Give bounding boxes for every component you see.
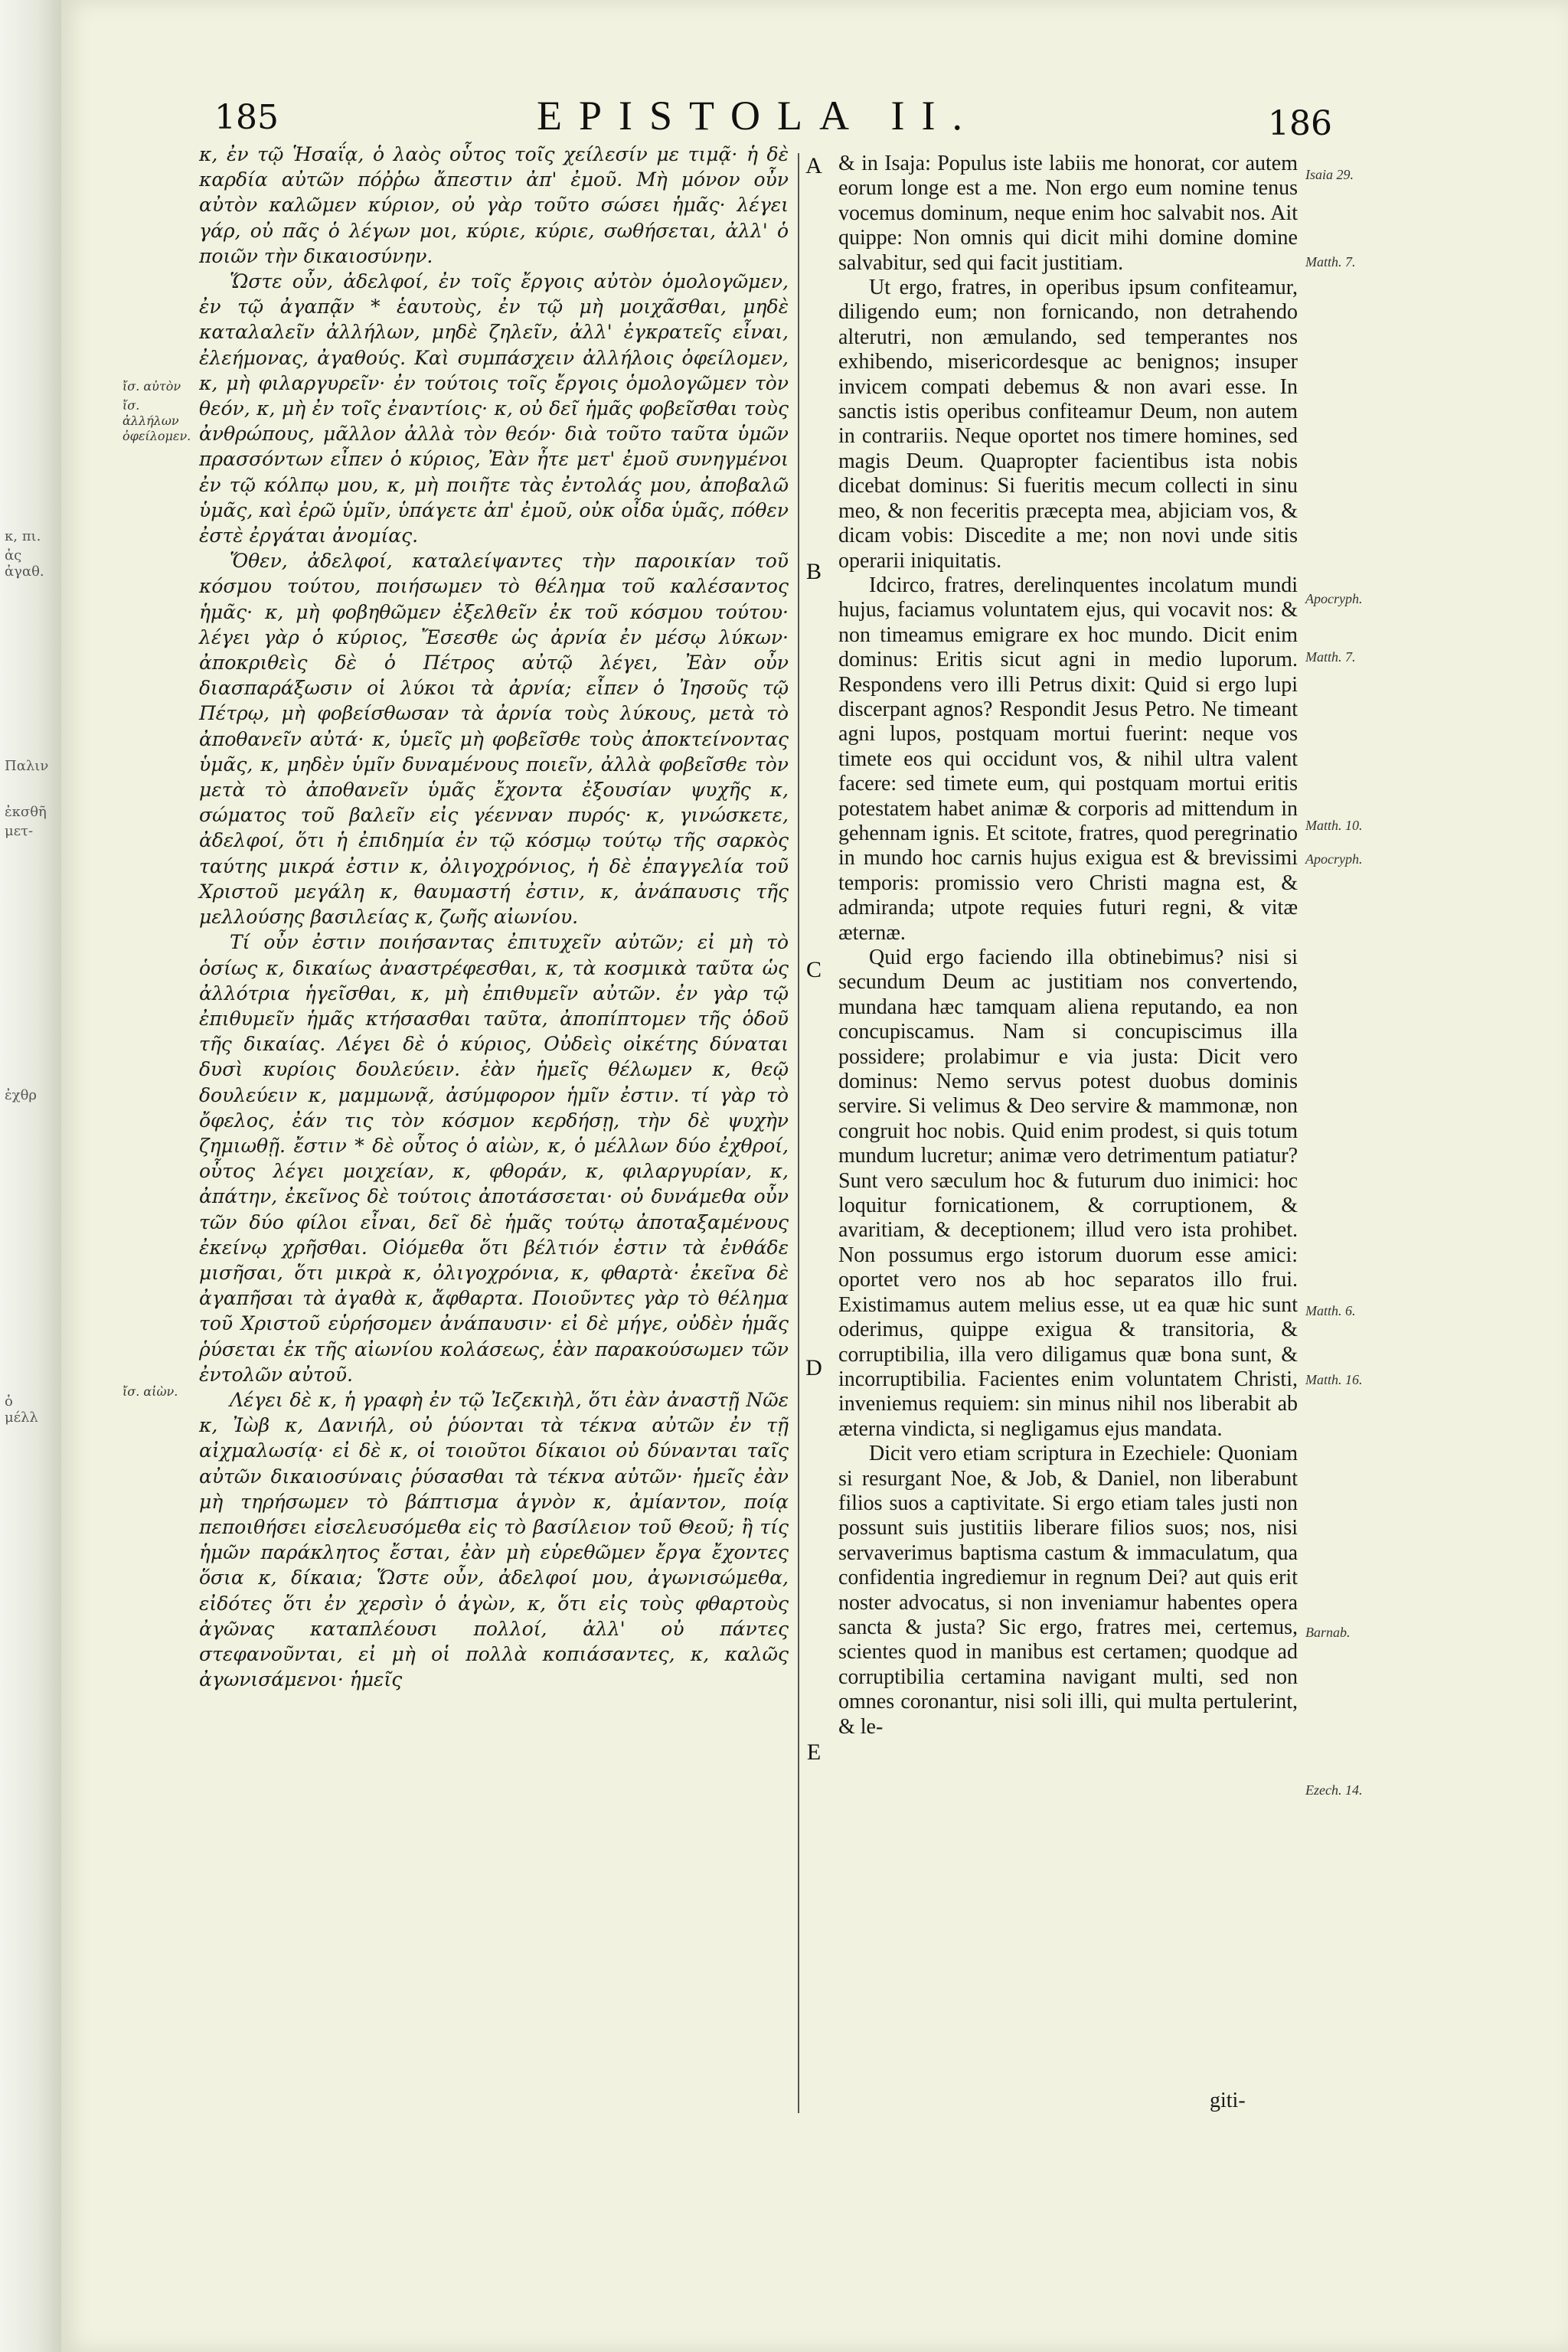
latin-paragraph: Idcirco, fratres, derelinquentes incolatum mundi hujus, faciamus voluntatem ejus, qui vocavit nos: & non timeamus emigrare ex hoc mundo. Dicit enim dominus: Eritis sicut agni in medio luporum. Respondens vero illi Petrus dixit: Quid si ergo lupi discerpant agnos? Respondit Jesus Petro. Ne timeant agni lupos, postquam mortui fuerint: neque vos timete eos qui occidunt vos, & nihil ultra valent facere: sed timete eum, qui postquam mortui eritis potestatem habet animæ & corporis ad mittendum in gehennam ignis. Et scitote, fratres, quod peregrinatio in mundo hoc carnis hujus exigua est & brevissimi temporis: promissio vero Christi magna est, & admiranda; utpote requies futuri regni, & vitæ æternæ.: [838, 573, 1298, 945]
left-margin-note: ἴσ. αὐτὸν: [122, 379, 181, 394]
prev-page-fragment: ἐχθρ: [5, 1087, 37, 1103]
section-letter: C: [805, 957, 822, 982]
right-margin-note: Barnab.: [1305, 1625, 1351, 1640]
catchword: giti-: [1210, 2089, 1246, 2112]
greek-paragraph: κ, ἐν τῷ Ἡσαΐᾳ, ὁ λαὸς οὗτος τοῖς χείλεσίν με τιμᾷ· ἡ δὲ καρδία αὐτῶν πόῤῥω ἄπεστιν ἀπ' ἐμοῦ. Μὴ μόνον οὖν αὐτὸν καλῶμεν κύριον, οὐ γὰρ τοῦτο σώσει ἡμᾶς· λέγει γάρ, οὐ πᾶς ὁ λέγων μοι, κύριε, κύριε, σωθήσεται, ἀλλ' ὁ ποιῶν τὴν δικαιοσύνην.: [199, 143, 789, 267]
latin-paragraph: Dicit vero etiam scriptura in Ezechiele: Quoniam si resurgant Noe, & Job, & Daniel, non liberabunt filios suos a captivitate. Si ergo etiam tales justi non possunt suis justitiis liberare filios suos; nos, nisi servaverimus baptisma castum & immaculatum, qua confidentia ingrediemur in regnum Dei? aut quis erit noster advocatus, si non inveniamur habentes opera sancta & justa? Sic ergo, fratres mei, certemus, scientes quod in manibus est certamen; quodque ad corruptibilia certamina navigant multi, sed non omnes coronantur, nisi soli illi, qui multa pertulerint, & le-: [838, 1442, 1298, 1739]
section-letter: E: [806, 1740, 822, 1765]
page-header: [214, 92, 1332, 145]
prev-page-fragment: μετ-: [5, 823, 34, 839]
latin-paragraph: Quid ergo faciendo illa obtinebimus? nisi si secundum Deum ac justitiam nos convertendo, mundana hæc tamquam aliena reputando, ea non concupiscamus. Nam si concupiscimus illa possidere; prolabimur e via justa: Dicit vero dominus: Nemo servus potest duobus dominis servire. Si velimus & Deo servire & mammonæ, non congruit hoc nobis. Quid enim prodest, si quis totum mundum lucretur; animæ vero detrimentum patiatur? Sunt vero sæculum hoc & futurum duo inimici: hoc loquitur fornicationem, & corruptionem, & avaritiam, & deceptionem; illud vero ista prohibet. Non possumus ergo istorum duorum esse amici: oportet vero nos ab hoc separatos illo frui. Existimamus autem melius esse, ut ea quæ hic sunt oderimus, quippe exigua & transitoria, & corruptibilia, illa vero diligamus quæ bona sunt, & incorruptibilia. Facientes enim voluntatem Christi, inveniemus requiem: sin minus nihil nos liberabit ab æterna vindicta, si negligamus ejus mandata.: [838, 946, 1298, 1441]
left-margin-note: ἴσ. αἰὼν.: [122, 1384, 178, 1399]
greek-paragraph: Τί οὖν ἐστιν ποιήσαντας ἐπιτυχεῖν αὐτῶν; εἰ μὴ τὸ ὁσίως κ, δικαίως ἀναστρέφεσθαι, κ, τὰ κοσμικὰ ταῦτα ὡς ἀλλότρια ἡγεῖσθαι, κ, μὴ ἐπιθυμεῖν αὐτῶν. ἐν γὰρ τῷ ἐπιθυμεῖν ἡμᾶς κτήσασθαι ταῦτα, ἀποπίπτομεν τῆς ὁδοῦ τῆς δικαίας. Λέγει δὲ ὁ κύριος, Οὐδεὶς οἰκέτης δύναται δυσὶ κυρίοις δουλεύειν. ἐὰν ἡμεῖς θέλωμεν κ, θεῷ δουλεύειν κ, μαμμωνᾷ, ἀσύμφορον ἡμῖν ἐστιν. τί γὰρ τὸ ὄφελος, ἐάν τις τὸν κόσμον κερδήσῃ, τὴν δὲ ψυχὴν ζημιωθῇ. ἔστιν * δὲ οὗτος ὁ αἰὼν, κ, ὁ μέλλων δύο ἐχθροί, οὗτος λέγει μοιχείαν, κ, φθοράν, κ, φιλαργυρίαν, κ, ἀπάτην, ἐκεῖνος δὲ τούτοις ἀποτάσσεται· οὐ δυνάμεθα οὖν τῶν δύο φίλοι εἶναι, δεῖ δὲ ἡμᾶς τούτῳ ἀποταξαμένους ἐκείνῳ χρῆσθαι. Οἰόμεθα ὅτι βέλτιόν ἐστιν τὰ ἐνθάδε μισῆσαι, ὅτι μικρὰ κ, ὀλιγοχρόνια, κ, φθαρτὰ· ἐκεῖνα δὲ ἀγαπῆσαι τὰ ἀγαθὰ κ, ἄφθαρτα. Ποιοῦντες γὰρ τὸ θέλημα τοῦ Χριστοῦ εὑρήσομεν ἀνάπαυσιν· εἰ δὲ μήγε, οὐδὲν ἡμᾶς ῥύσεται ἐκ τῆς αἰωνίου κολάσεως, ἐὰν παρακούσωμεν τῶν ἐντολῶν αὐτοῦ.: [199, 931, 789, 1386]
greek-paragraph: Ὥστε οὖν, ἀδελφοί, ἐν τοῖς ἔργοις αὐτὸν ὁμολογῶμεν, ἐν τῷ ἀγαπᾷν * ἑαυτοὺς, ἐν τῷ μὴ μοιχᾶσθαι, μηδὲ καταλαλεῖν ἀλλήλων, μηδὲ ζηλεῖν, ἀλλ' ἐγκρατεῖς εἶναι, ἐλεήμονας, ἀγαθούς. Καὶ συμπάσχειν ἀλλήλοις ὀφείλομεν, κ, μὴ φιλαργυρεῖν· ἐν τούτοις τοῖς ἔργοις ὁμολογῶμεν τὸν θεόν, κ, μὴ ἐν τοῖς ἐναντίοις· κ, οὐ δεῖ ἡμᾶς φοβεῖσθαι τοὺς ἀνθρώπους, μᾶλλον ἀλλὰ τὸν θεόν· διὰ τοῦτο ταῦτα ὑμῶν πρασσόντων εἶπεν ὁ κύριος, Ἐὰν ἦτε μετ' ἐμοῦ συνηγμένοι ἐν τῷ κόλπῳ μου, κ, μὴ ποιῆτε τὰς ἐντολάς μου, ἀποβαλῶ ὑμᾶς, καὶ ἐρῶ ὑμῖν, ὑπάγετε ἀπ' ἐμοῦ, οὐκ οἶδα ὑμᾶς, πόθεν ἐστὲ ἐργάται ἀνομίας.: [199, 270, 789, 547]
right-margin-note: Matth. 16.: [1305, 1372, 1363, 1387]
section-letter: B: [805, 559, 822, 584]
prev-page-fragment: κ, πι.: [5, 528, 41, 544]
right-margin-note: Matth. 6.: [1305, 1303, 1356, 1318]
prev-page-fragment: ἐκσθῆ: [5, 804, 47, 820]
greek-text-column: [199, 142, 789, 1692]
column-divider: [798, 153, 799, 2113]
page-number-left: 185: [214, 98, 279, 137]
running-title: EPISTOLA II.: [536, 93, 979, 139]
prev-page-fragment: ὁ μέλλ: [5, 1393, 38, 1426]
right-margin-note: Matth. 7.: [1305, 254, 1356, 270]
right-margin-note: Ezech. 14.: [1305, 1782, 1363, 1798]
latin-text-column: [838, 152, 1298, 1740]
latin-paragraph: & in Isaja: Populus iste labiis me honorat, cor autem eorum longe est a me. Non ergo eum nomine tenus vocemus dominum, neque enim hoc salvabit nos. Ait quippe: Non omnis qui dicit mihi domine domine salvabitur, sed qui facit justitiam.: [838, 152, 1298, 275]
section-letter: A: [805, 153, 822, 178]
page-number-right: 186: [1268, 104, 1332, 143]
right-margin-note: Apocryph.: [1305, 851, 1363, 867]
right-margin-note: Matth. 10.: [1305, 818, 1363, 833]
right-margin-note: Isaia 29.: [1305, 167, 1354, 182]
section-letter: D: [805, 1355, 822, 1380]
right-margin-note: Matth. 7.: [1305, 649, 1356, 665]
prev-page-fragment: ἀς ἀγαθ.: [5, 547, 44, 580]
greek-paragraph: Λέγει δὲ κ, ἡ γραφὴ ἐν τῷ Ἰεζεκιὴλ, ὅτι ἐὰν ἀναστῇ Νῶε κ, Ἰὼβ κ, Δανιήλ, οὐ ῥύονται τὰ τέκνα αὐτῶν ἐν τῇ αἰχμαλωσίᾳ· εἰ δὲ κ, οἱ τοιοῦτοι δίκαιοι οὐ δύνανται ταῖς αὐτῶν δικαιοσύναις ῥύσασθαι τὰ τέκνα αὐτῶν· ἡμεῖς ἐὰν μὴ τηρήσωμεν τὸ βάπτισμα ἁγνὸν κ, ἀμίαντον, ποίᾳ πεποιθήσει εἰσελευσόμεθα εἰς τὸ βασίλειον τοῦ Θεοῦ; ἢ τίς ἡμῶν παράκλητος ἔσται, ἐὰν μὴ εὑρεθῶμεν ἔργα ἔχοντες ὅσια κ, δίκαια; Ὥστε οὖν, ἀδελφοί μου, ἀγωνισώμεθα, εἰδότες ὅτι ἐν χερσὶν ὁ ἀγὼν, κ, ὅτι εἰς τοὺς φθαρτοὺς ἀγῶνας καταπλέουσι πολλοί, ἀλλ' οὐ πάντες στεφανοῦνται, εἰ μὴ οἱ πολλὰ κοπιάσαντες, κ, καλῶς ἀγωνισάμενοι· ἡμεῖς: [199, 1388, 789, 1691]
latin-paragraph: Ut ergo, fratres, in operibus ipsum confiteamur, diligendo eum; non fornicando, non detrahendo alterutri, non æmulando, sed temperantes nos exhibendo, misericordesque ac benignos; insuper invicem compati debemus & non avari esse. In sanctis istis operibus confiteamur Deum, non autem in contrariis. Neque oportet nos timere homines, sed magis Deum. Quapropter facientibus ista nobis dicebat dominus: Si fueritis mecum collecti in sinu meo, & non feceritis præcepta mea, abjiciam vos, & dicam vobis: Discedite a me; non novi unde sitis operarii iniquitatis.: [838, 276, 1298, 573]
right-margin-note: Apocryph.: [1305, 591, 1363, 606]
prev-page-fragment: Παλιν: [5, 758, 49, 774]
left-margin-note: ἴσ. ἀλλήλων ὀφείλομεν.: [122, 398, 191, 443]
previous-page-edge: [0, 0, 61, 2352]
greek-paragraph: Ὅθεν, ἀδελφοί, καταλείψαντες τὴν παροικίαν τοῦ κόσμου τούτου, ποιήσωμεν τὸ θέλημα τοῦ καλέσαντος ἡμᾶς· κ, μὴ φοβηθῶμεν ἐξελθεῖν ἐκ τοῦ κόσμου τούτου· λέγει γὰρ ὁ κύριος, Ἔσεσθε ὡς ἀρνία ἐν μέσῳ λύκων· ἀποκριθεὶς δὲ ὁ Πέτρος αὐτῷ λέγει, Ἐὰν οὖν διασπαράξωσιν οἱ λύκοι τὰ ἀρνία; εἶπεν ὁ Ἰησοῦς τῷ Πέτρῳ, μὴ φοβείσθωσαν τὰ ἀρνία τοὺς λύκους, μετὰ τὸ ἀποθανεῖν αὐτά· κ, ὑμεῖς μὴ φοβεῖσθε τοὺς ἀποκτείνοντας ὑμᾶς, κ, μηδὲν ὑμῖν δυναμένους ποιεῖν, ἀλλὰ φοβεῖσθε τὸν μετὰ τὸ ἀποθανεῖν ὑμᾶς ἔχοντα ἐξουσίαν ψυχῆς κ, σώματος τοῦ βαλεῖν εἰς γέενναν πυρός· κ, γινώσκετε, ἀδελφοί, ὅτι ἡ ἐπιδημία ἐν τῷ κόσμῳ τούτῳ τῆς σαρκὸς ταύτης μικρά ἐστιν κ, ὀλιγοχρόνιος, ἡ δὲ ἐπαγγελία τοῦ Χριστοῦ μεγάλη κ, θαυμαστή ἐστιν, κ, ἀνάπαυσις τῆς μελλούσης βασιλείας κ, ζωῆς αἰωνίου.: [199, 550, 789, 929]
